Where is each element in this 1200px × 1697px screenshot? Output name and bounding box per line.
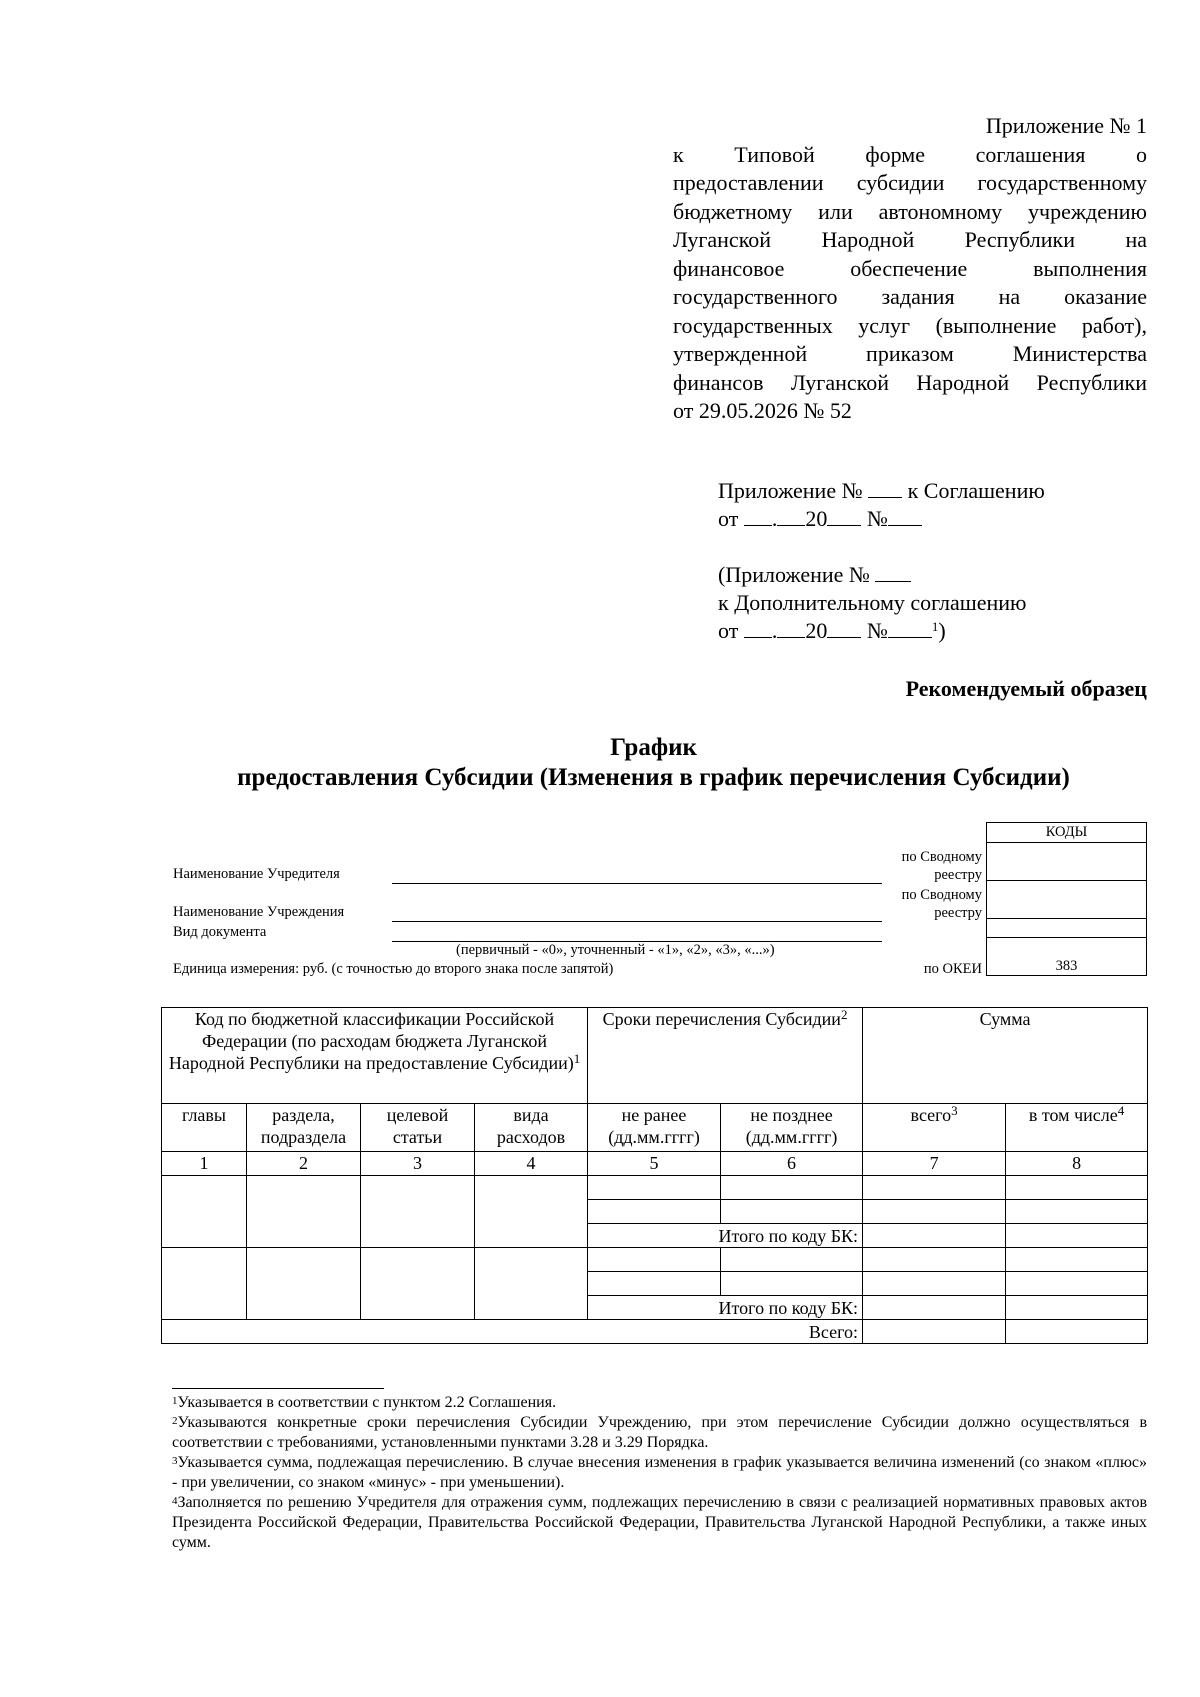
cell-including[interactable]	[1006, 1272, 1148, 1296]
col-section	[247, 1104, 361, 1152]
footnote-text: Указываются конкретные сроки перечисления Субсидии Учреждению, при этом перечисление Субсидии должно осуществляться в соответствии с требованиями, установленными пунктами 3.28 и 3.29 Порядка.	[172, 1414, 1147, 1451]
appendix-line: государственного задания на оказание	[673, 284, 1147, 309]
number-sign: №	[866, 618, 888, 643]
appendix-date: от 29.05.2026 № 52	[673, 398, 852, 423]
registry-label-text: реестру	[934, 867, 982, 883]
cell-section[interactable]	[247, 1248, 361, 1320]
header-text: не ранее	[621, 1105, 687, 1125]
cell-not-after[interactable]	[721, 1272, 863, 1296]
table-subheader-row	[162, 1104, 1148, 1152]
col-including	[1006, 1104, 1148, 1152]
col-chapter: главы	[162, 1104, 247, 1152]
footnote-mark: 1	[172, 1395, 178, 1407]
cell-including[interactable]	[1006, 1320, 1148, 1344]
cell-including[interactable]	[1006, 1224, 1148, 1248]
date-dot: .	[771, 618, 778, 643]
cell-target[interactable]	[361, 1176, 475, 1248]
additional-label: (Приложение №	[718, 562, 870, 587]
day-blank[interactable]	[744, 617, 772, 638]
okei-label: по ОКЕИ	[923, 961, 982, 977]
cell-total[interactable]	[863, 1272, 1006, 1296]
header-text: не позднее	[750, 1105, 833, 1125]
header-text: целевой	[386, 1105, 449, 1125]
additional-line-1	[718, 561, 1148, 589]
schedule-table	[161, 1007, 1148, 1344]
subtotal-label: Итого по коду БК:	[588, 1224, 863, 1248]
codes-header: КОДЫ	[987, 823, 1147, 843]
appendix-line: Луганской Народной Республики на	[673, 227, 1147, 252]
closing-paren: )	[938, 618, 946, 643]
footnote-4	[172, 1493, 1147, 1553]
agreement-number-blank[interactable]	[868, 477, 902, 498]
doc-type-code-cell[interactable]	[987, 919, 1147, 938]
registry-label-text: по Сводному	[901, 887, 982, 903]
col-not-after	[721, 1104, 863, 1152]
year-prefix: 20	[805, 618, 828, 643]
cell-section[interactable]	[247, 1176, 361, 1248]
agreement-line-2	[718, 505, 1148, 533]
table-header-row	[162, 1008, 1148, 1104]
column-number: 6	[721, 1152, 863, 1176]
header-text: Сроки перечисления Субсидии	[602, 1009, 841, 1029]
codes-table	[986, 822, 1147, 976]
additional-line-2: к Дополнительному соглашению	[718, 590, 1027, 615]
column-number: 8	[1006, 1152, 1148, 1176]
col-not-before	[588, 1104, 721, 1152]
document-subtitle: предоставления Субсидии (Изменения в график перечисления Субсидии)	[237, 764, 1070, 791]
header-text: (дд.мм.гггг)	[745, 1127, 838, 1147]
agreement-reference	[718, 477, 1148, 645]
cell-including[interactable]	[1006, 1200, 1148, 1224]
appendix-line: финансов Луганской Народной Республики	[673, 369, 1147, 395]
month-blank[interactable]	[777, 617, 805, 638]
doc-type-label: Вид документа	[173, 924, 267, 940]
col-target	[361, 1104, 475, 1152]
number-blank[interactable]	[888, 505, 922, 526]
cell-expense-type[interactable]	[475, 1248, 588, 1320]
header-transfer-dates	[588, 1008, 863, 1104]
institution-field[interactable]	[392, 921, 882, 922]
header-text: подраздела	[260, 1127, 347, 1147]
appendix-line: государственных услуг (выполнение работ),	[673, 312, 1147, 338]
footnote-text: Указывается сумма, подлежащая перечислению. В случае внесения изменения в график указывается величина изменений (со знаком «плюс» - при увеличении, со знаком «минус» - при уменьшении).	[172, 1454, 1147, 1491]
cell-not-after[interactable]	[721, 1176, 863, 1200]
column-number: 5	[588, 1152, 721, 1176]
document-title: График	[610, 734, 697, 761]
cell-including[interactable]	[1006, 1296, 1148, 1320]
footnote-ref: 1	[931, 619, 939, 634]
agreement-label: к Соглашению	[907, 478, 1045, 503]
date-prefix: от	[718, 506, 739, 531]
day-blank[interactable]	[744, 505, 772, 526]
appendix-line: бюджетному или автономному учреждению	[673, 198, 1147, 224]
cell-total[interactable]	[863, 1320, 1006, 1344]
registry-label-2	[880, 886, 982, 922]
column-number: 7	[863, 1152, 1006, 1176]
appendix-block	[673, 112, 1147, 426]
cell-not-before[interactable]	[588, 1176, 721, 1200]
registry-label-text: реестру	[934, 905, 982, 921]
column-number: 3	[361, 1152, 475, 1176]
header-text: (дд.мм.гггг)	[608, 1127, 700, 1147]
agreement-label: Приложение №	[718, 478, 863, 503]
footnote-3	[172, 1453, 1147, 1493]
cell-not-before[interactable]	[588, 1272, 721, 1296]
founder-label: Наименование Учредителя	[173, 866, 340, 882]
year-prefix: 20	[805, 506, 828, 531]
header-amount: Сумма	[863, 1008, 1148, 1104]
footnote-1	[172, 1393, 1147, 1413]
cell-target[interactable]	[361, 1248, 475, 1320]
header-text: всего	[910, 1105, 952, 1125]
column-number: 1	[162, 1152, 247, 1176]
cell-total[interactable]	[863, 1176, 1006, 1200]
registry-code-cell-2[interactable]	[987, 881, 1147, 919]
date-dot: .	[771, 506, 778, 531]
column-number: 2	[247, 1152, 361, 1176]
footnote-2	[172, 1413, 1147, 1453]
okei-code-cell: 383	[987, 938, 1147, 976]
footnote-text: Заполняется по решению Учредителя для отражения сумм, подлежащих перечислению в связи с реализацией нормативных правовых актов Президента Российской Федерации, Правительства Российской Федерации, Правительства Луганской Народной Республики, а также иных сумм.	[172, 1494, 1147, 1551]
appendix-line: утвержденной приказом Министерства	[673, 341, 1147, 366]
agreement-line-1	[718, 477, 1148, 505]
footnote-ref: 4	[1117, 1103, 1125, 1118]
recommended-sample-label: Рекомендуемый образец	[905, 676, 1147, 701]
header-text: раздела,	[272, 1105, 335, 1125]
year-blank[interactable]	[827, 505, 861, 526]
appendix-line: к Типовой форме соглашения о	[673, 141, 1147, 167]
grand-total-row	[162, 1320, 1148, 1344]
header-text: Код по бюджетной классификации Российской Федерации (по расходам бюджета Луганской Народной Республики на предоставление Субсидии)	[168, 1009, 574, 1073]
unit-label: Единица измерения: руб. (с точностью до второго знака после запятой)	[173, 961, 614, 977]
header-budget-code	[162, 1008, 588, 1104]
cell-not-after[interactable]	[721, 1200, 863, 1224]
footnote-text: Указывается в соответствии с пунктом 2.2 Соглашения.	[177, 1394, 557, 1411]
month-blank[interactable]	[777, 505, 805, 526]
year-blank[interactable]	[827, 617, 861, 638]
appendix-line: финансовое обеспечение выполнения	[673, 255, 1147, 281]
doc-type-hint: (первичный - «0», уточненный - «1», «2», «3», «...»)	[456, 942, 775, 958]
number-sign: №	[866, 506, 888, 531]
col-expense-type	[475, 1104, 588, 1152]
subtotal-label: Итого по коду БК:	[588, 1296, 863, 1320]
footnote-divider	[172, 1388, 384, 1389]
header-text: статьи	[392, 1127, 443, 1147]
cell-not-before[interactable]	[588, 1248, 721, 1272]
founder-field[interactable]	[392, 883, 882, 884]
cell-not-before[interactable]	[588, 1200, 721, 1224]
cell-including[interactable]	[1006, 1176, 1148, 1200]
cell-total[interactable]	[863, 1248, 1006, 1272]
footnote-mark: 3	[172, 1455, 178, 1467]
cell-total[interactable]	[863, 1224, 1006, 1248]
footnote-mark: 2	[172, 1415, 178, 1427]
header-text: вида	[513, 1105, 549, 1125]
cell-total[interactable]	[863, 1200, 1006, 1224]
date-prefix: от	[718, 618, 739, 643]
cell-chapter[interactable]	[162, 1176, 247, 1248]
registry-code-cell-1[interactable]	[987, 843, 1147, 881]
footnote-ref: 2	[840, 1007, 848, 1022]
institution-label: Наименование Учреждения	[173, 904, 345, 920]
cell-including[interactable]	[1006, 1248, 1148, 1272]
cell-total[interactable]	[863, 1296, 1006, 1320]
number-blank[interactable]	[888, 617, 932, 638]
cell-expense-type[interactable]	[475, 1176, 588, 1248]
column-number: 4	[475, 1152, 588, 1176]
header-text: в том числе	[1028, 1105, 1118, 1125]
registry-label-text: по Сводному	[901, 849, 982, 865]
col-total	[863, 1104, 1006, 1152]
cell-chapter[interactable]	[162, 1248, 247, 1320]
appendix-line: предоставлении субсидии государственному	[673, 170, 1147, 195]
table-row	[162, 1248, 1148, 1272]
table-row	[162, 1176, 1148, 1200]
footnote-mark: 4	[172, 1495, 178, 1507]
cell-not-after[interactable]	[721, 1248, 863, 1272]
footnote-ref: 3	[951, 1103, 958, 1118]
registry-label-1	[880, 848, 982, 884]
additional-line-3	[718, 617, 1148, 645]
additional-number-blank[interactable]	[875, 561, 911, 582]
footnote-ref: 1	[573, 1051, 581, 1066]
appendix-number: Приложение № 1	[985, 113, 1147, 138]
footnotes	[172, 1393, 1147, 1553]
grand-total-label: Всего:	[162, 1320, 863, 1344]
header-text: расходов	[496, 1127, 566, 1147]
column-number-row	[162, 1152, 1148, 1176]
